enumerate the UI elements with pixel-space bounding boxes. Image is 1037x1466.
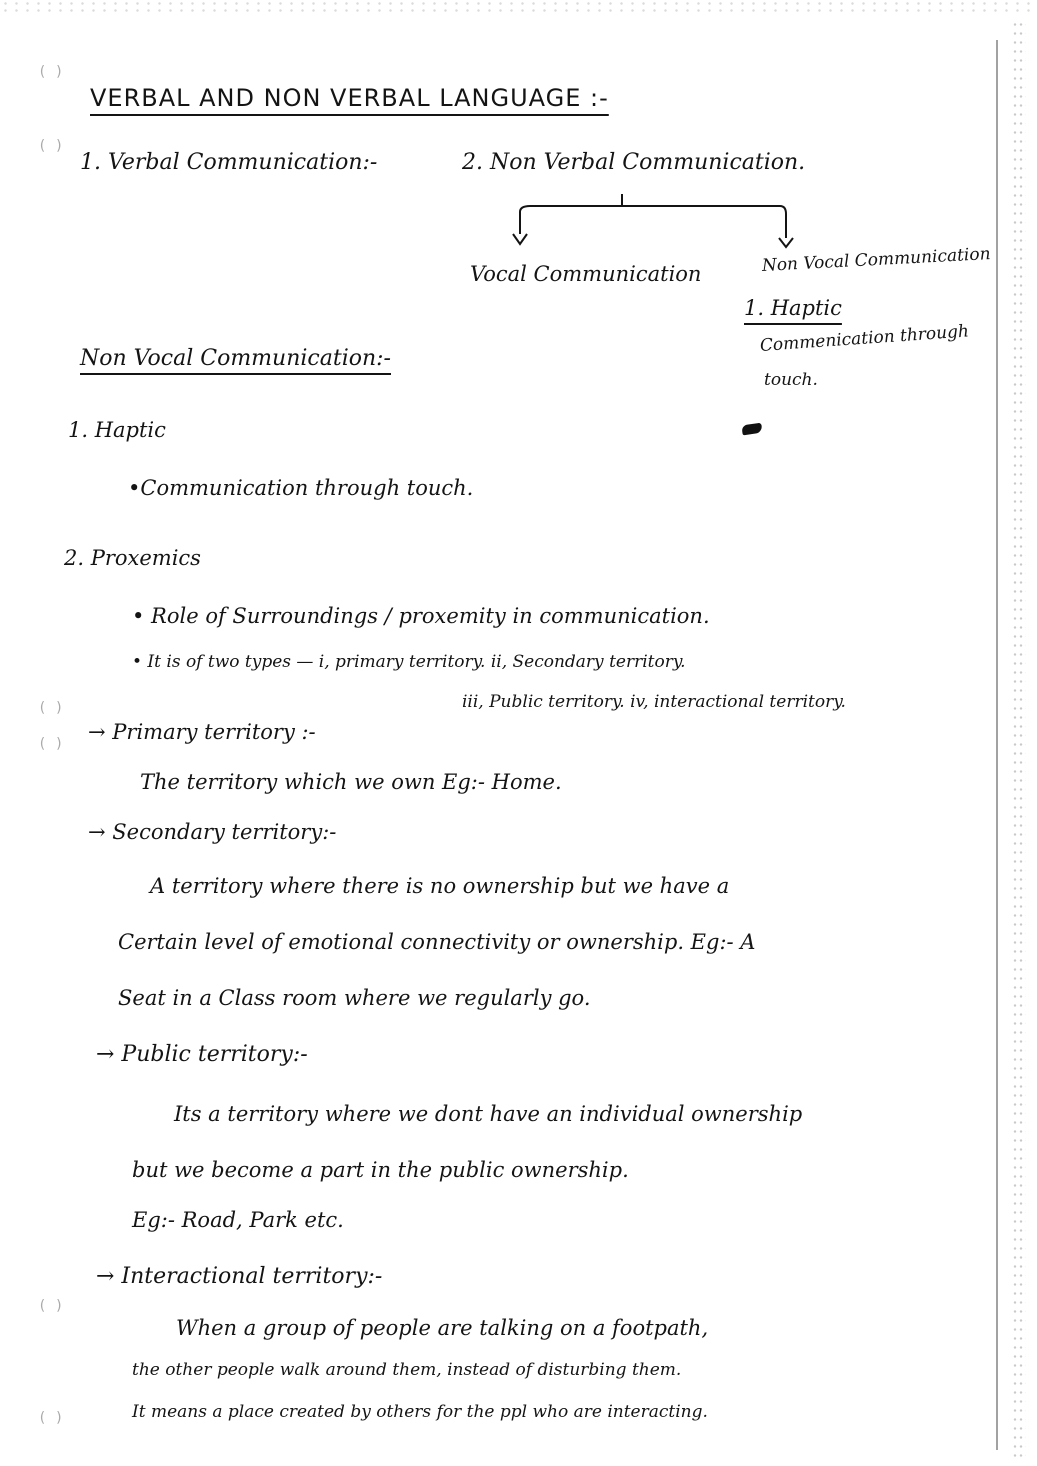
public-territory-heading: → Public territory:-: [96, 1042, 308, 1067]
proxemics-point-2: • It is of two types — i, primary territory. ii, Secondary territory.: [132, 652, 686, 672]
side-haptic-definition-cont: touch.: [764, 370, 818, 390]
side-haptic-label: 1. Haptic: [744, 296, 842, 320]
secondary-territory-line-3: Seat in a Class room where we regularly go.: [118, 986, 591, 1010]
ink-scribble: [741, 423, 762, 436]
interactional-territory-heading: → Interactional territory:-: [96, 1264, 383, 1289]
proxemics-point-3: iii, Public territory. iv, interactional territory.: [462, 692, 846, 712]
nonverbal-communication-label: 2. Non Verbal Communication.: [462, 150, 806, 175]
binder-hole-mark: ( ): [38, 736, 64, 752]
interactional-territory-line-1: When a group of people are talking on a footpath,: [176, 1316, 709, 1340]
proxemics-heading: 2. Proxemics: [64, 546, 201, 570]
proxemics-point-1: • Role of Surroundings / proxemity in communication.: [132, 604, 710, 628]
side-haptic-definition: Commenication through: [759, 321, 970, 356]
public-territory-line-1: Its a territory where we dont have an individual ownership: [174, 1102, 803, 1126]
binder-hole-mark: ( ): [38, 700, 64, 716]
page-title: VERBAL AND NON VERBAL LANGUAGE :-: [90, 84, 609, 112]
secondary-territory-line-2: Certain level of emotional connectivity or ownership. Eg:- A: [118, 930, 756, 954]
section-heading: Non Vocal Communication:-: [80, 346, 391, 371]
vocal-communication-label: Vocal Communication: [470, 262, 702, 286]
binder-hole-mark: ( ): [38, 1410, 64, 1426]
secondary-territory-line-1: A territory where there is no ownership but we have a: [150, 874, 730, 898]
primary-territory-text: The territory which we own Eg:- Home.: [140, 770, 562, 794]
page-margin-line: [996, 40, 998, 1450]
nonvocal-communication-label: Non Vocal Communication: [761, 244, 992, 276]
binder-hole-mark: ( ): [38, 1298, 64, 1314]
scan-edge-dots: [1012, 20, 1026, 1460]
binder-hole-mark: ( ): [38, 138, 64, 154]
interactional-territory-line-2: the other people walk around them, instead of disturbing them.: [132, 1360, 682, 1380]
public-territory-line-3: Eg:- Road, Park etc.: [132, 1208, 344, 1232]
scan-speckle-top: [0, 0, 1037, 14]
haptic-heading: 1. Haptic: [68, 418, 166, 442]
binder-hole-mark: ( ): [38, 64, 64, 80]
interactional-territory-line-3: It means a place created by others for the ppl who are interacting.: [132, 1402, 708, 1422]
haptic-point: •Communication through touch.: [128, 476, 474, 500]
verbal-communication-label: 1. Verbal Communication:-: [80, 150, 378, 175]
primary-territory-heading: → Primary territory :-: [88, 720, 316, 744]
secondary-territory-heading: → Secondary territory:-: [88, 820, 337, 844]
public-territory-line-2: but we become a part in the public ownership.: [132, 1158, 629, 1182]
